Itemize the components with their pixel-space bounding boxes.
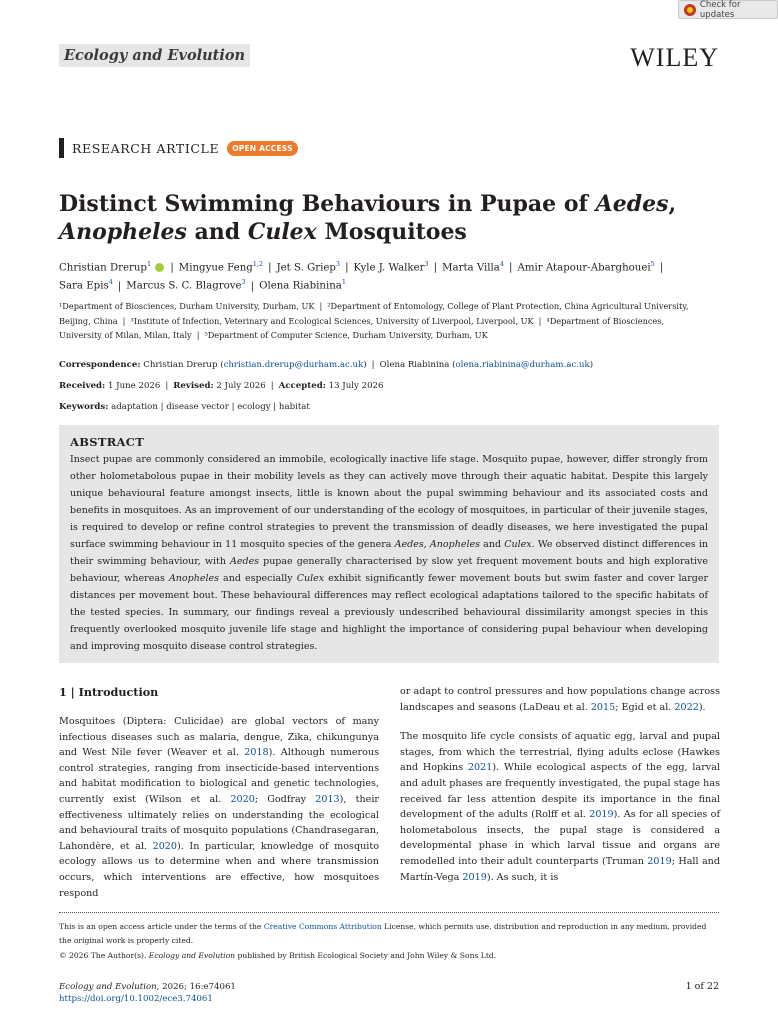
affiliation: ²Department of Entomology, College of Plant Protection, China Agricultural University, Beijing, China [59, 301, 689, 326]
author-name[interactable]: Olena Riabinina [259, 280, 342, 292]
author-name[interactable]: Jet S. Griep [276, 262, 336, 274]
body-paragraph: or adapt to control pressures and how populations change across landscapes and seasons (LaDeau et al. 2015; Egid et al. 2022). [400, 686, 720, 713]
body-column-left [59, 684, 379, 915]
reference-link[interactable]: 2019 [462, 871, 487, 883]
article-type-bar [59, 138, 64, 158]
affiliations: ¹Department of Biosciences, Durham University, Durham, UK | ²Department of Entomology, College of Plant Protection, China Agricultural University, Beijing, China | ³Institute of Infection, Veterinary and Ecological Sciences, University of Liverpool, Liverpool, UK | ⁴Department of Biosciences, University of Milan, Milan, Italy | ⁵Department of Computer Science, Durham University, Durham, UK [59, 301, 689, 340]
email-link[interactable]: christian.drerup@durham.ac.uk [223, 360, 364, 370]
abstract-text: Insect pupae are commonly considered an immobile, ecologically inactive life stage. Mosquito pupae, however, differ strongly from other holometabolous pupae in their mobility levels as they can actively move through their aquatic habitat. Despite this largely unique behavioural feature amongst insects, little is known about the pupal swimming behaviour and its associated costs and benefits in mosquitoes. As an improvement of our understanding of the ecology of mosquitoes, in particular of their juvenile stages, is required to develop or refine control strategies to prevent the transmission of deadly diseases, we here investigated the pupal surface swimming behaviour in 11 mosquito species of the genera Aedes, Anopheles and Culex. We observed distinct differences in their swimming behaviour, with Aedes pupae generally characterised by slow yet frequent movement bouts and high explorative behaviour, whereas Anopheles and especially Culex exhibit significantly fewer movement bouts but swim faster and cover larger distances per movement bout. These behavioural differences may reflect ecological adaptations tailored to the specific habitats of the tested species. In summary, our findings reveal a previously undescribed behavioural dissimilarity amongst species in this frequently overlooked mosquito juvenile life stage and highlight the importance of considering pupal behaviour when developing and improving mosquito disease control strategies. [70, 454, 708, 652]
license-text: This is an open access article under the terms of the Creative Commons Attribution License, which permits use, distribution and reproduction in any medium, provided the original work is properly cited. [59, 922, 707, 945]
copyright-text: © 2026 The Author(s). Ecology and Evolution published by British Ecological Society and John Wiley & Sons Ltd. [59, 951, 497, 960]
reference-link[interactable]: 2019 [647, 855, 672, 867]
reference-link[interactable]: 2021 [467, 762, 493, 774]
abstract-box [59, 425, 719, 663]
author-name[interactable]: Marcus S. C. Blagrove [126, 280, 242, 292]
journal-name-badge: Ecology and Evolution [59, 44, 250, 67]
doi-link[interactable]: https://doi.org/10.1002/ece3.74061 [59, 994, 213, 1004]
publisher-logo: WILEY [630, 43, 719, 72]
affiliation: ¹Department of Biosciences, Durham University, Durham, UK [59, 301, 315, 311]
author-name[interactable]: Kyle J. Walker [353, 262, 425, 274]
open-access-badge: OPEN ACCESS [227, 141, 298, 156]
journal-citation: Ecology and Evolution, 2026; 16:e74061 [59, 982, 236, 992]
author-name[interactable]: Mingyue Feng [178, 262, 253, 274]
orcid-icon[interactable] [155, 263, 164, 272]
section-heading: 1 | Introduction [59, 685, 159, 699]
check-updates-label: Check for updates [699, 0, 741, 20]
article-title: Distinct Swimming Behaviours in Pupae of Aedes, Anopheles and Culex Mosquitoes [59, 191, 677, 245]
affiliation: ³Institute of Infection, Veterinary and Ecological Sciences, University of Liverpool, Liverpool, UK [130, 315, 534, 326]
article-type-label: RESEARCH ARTICLE [72, 140, 220, 156]
reference-link[interactable]: 2013 [315, 793, 340, 805]
check-updates-button[interactable] [678, 0, 778, 19]
body-paragraph: The mosquito life cycle consists of aquatic egg, larval and pupal stages, from which the terrestrial, flying adults eclose (Hawkes and Hopkins 2021). While ecological aspects of the egg, larval and adult phases are frequently investigated, the pupal stage has received far less attention despite its importance in the final development of the adults (Rolff et al. 2019). As for all species of holometabolous insects, the pupal stage is considered a developmental phase in which larval tissue and organs are remodelled into their adult counterparts (Truman 2019; Hall and Martín-Vega 2019). As such, it is [400, 731, 721, 883]
affiliation: ⁵Department of Computer Science, Durham University, Durham, UK [204, 330, 488, 340]
license-link[interactable]: Creative Commons Attribution [263, 922, 382, 931]
author-name[interactable]: Christian Drerup [59, 262, 147, 274]
author-name[interactable]: Sara Epis [59, 280, 109, 292]
reference-link[interactable]: 2018 [244, 747, 269, 759]
body-paragraph: Mosquitoes (Diptera: Culicidae) are global vectors of many infectious diseases such as malaria, dengue, Zika, chikungunya and West Nile fever (Weaver et al. 2018). Although numerous control strategies, ranging from insecticide-based interventions and habitat modification to biological and genetic technologies, currently exist (Wilson et al. 2020; Godfray 2013), their effectiveness ultimately relies on understanding the ecological and behavioural traits of mosquito populations (Chandrasegaran, Lahondère, et al. 2020). In particular, knowledge of mosquito ecology allows us to determine when and where transmission occurs, which interventions are effective, how mosquitoes respond [59, 716, 379, 899]
reference-link[interactable]: 2015 [590, 701, 616, 713]
keywords: Keywords: adaptation | disease vector | ecology | habitat [59, 402, 310, 412]
author-list: Christian Drerup$^1$ | Mingyue Feng$^{1,2}$ | Jet S. Griep$^3$ | Kyle J. Walker$^3$ | Marta Villa$^4$ | Amir Atapour-Abarghouei$^5$ | Sara Epis$^4$ | Marcus S. C. Blagrove$^3$ | Olena Riabinina$^1$ [59, 260, 664, 292]
abstract-heading: ABSTRACT [70, 435, 145, 449]
article-type [59, 138, 298, 158]
correspondence: Correspondence: Christian Drerup (christian.drerup@durham.ac.uk) | Olena Riabinina (olena.riabinina@durham.ac.uk) [59, 360, 594, 370]
article-dates: Received: 1 June 2026 | Revised: 2 July 2026 | Accepted: 13 July 2026 [59, 381, 384, 391]
page-number: 1 of 22 [685, 981, 719, 992]
reference-link[interactable]: 2020 [230, 793, 255, 805]
author-name[interactable]: Amir Atapour-Abarghouei [517, 262, 651, 274]
reference-link[interactable]: 2022 [674, 701, 699, 713]
reference-link[interactable]: 2020 [152, 840, 178, 852]
affiliation: ⁴Department of Biosciences, University of Milan, Milan, Italy [59, 315, 665, 340]
author-name[interactable]: Marta Villa [442, 262, 500, 274]
footer-divider [59, 912, 719, 913]
check-updates-icon [684, 4, 696, 16]
email-link[interactable]: olena.riabinina@durham.ac.uk [455, 360, 590, 370]
reference-link[interactable]: 2019 [589, 809, 614, 821]
body-column-right [400, 684, 720, 899]
